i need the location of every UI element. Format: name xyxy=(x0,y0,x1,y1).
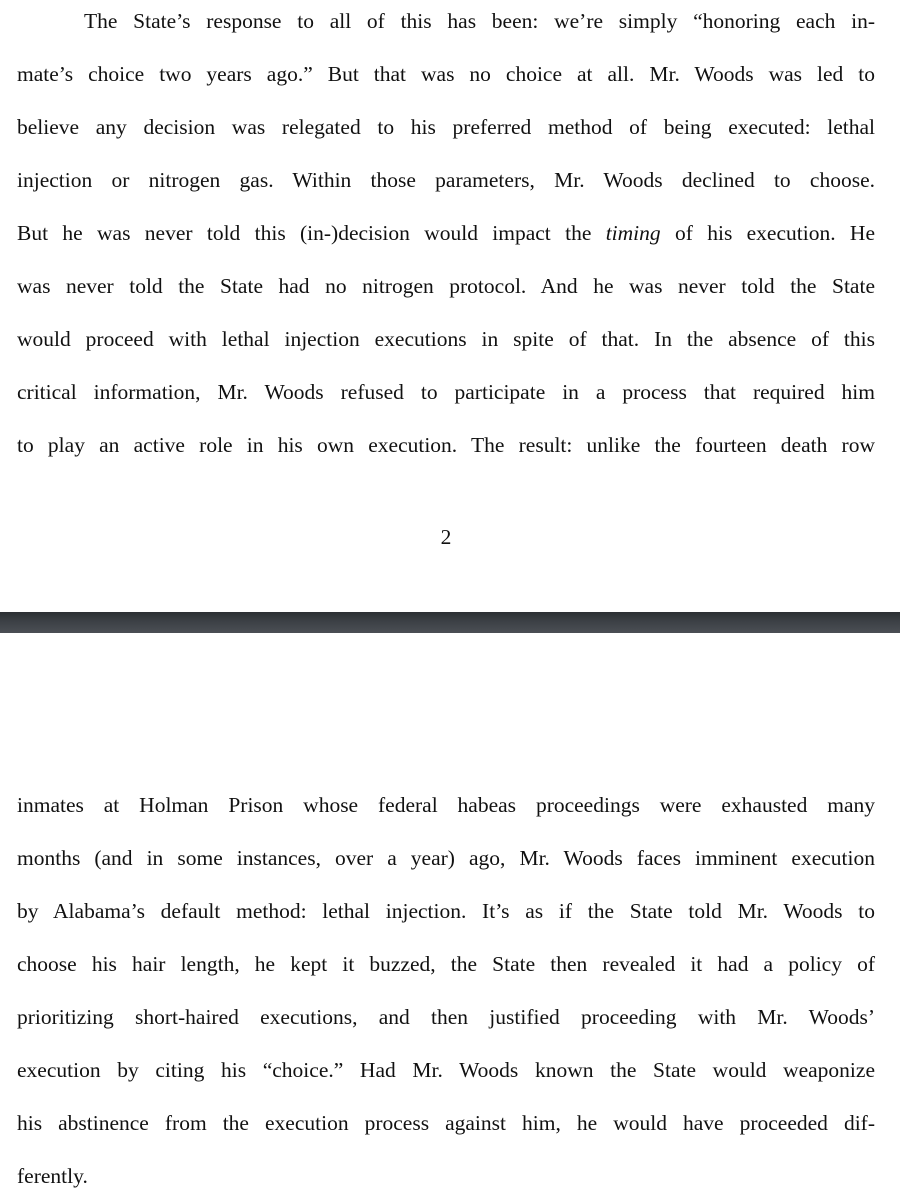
paragraph-line: choose his hair length, he kept it buzzed, the State then revealed it had a policy of xyxy=(17,952,875,976)
paragraph-line: months (and in some instances, over a year) ago, Mr. Woods faces imminent execution xyxy=(17,846,875,870)
paragraph-line xyxy=(17,218,875,248)
document-page-lower xyxy=(0,633,900,1200)
paragraph-line: injection or nitrogen gas. Within those parameters, Mr. Woods declined to choose. xyxy=(17,168,875,192)
emphasized-word: timing xyxy=(605,221,661,245)
paragraph-line: by Alabama’s default method: lethal injection. It’s as if the State told Mr. Woods to xyxy=(17,899,875,923)
paragraph-line: would proceed with lethal injection executions in spite of that. In the absence of this xyxy=(17,327,875,351)
paragraph-line: his abstinence from the execution process against him, he would have proceeded dif- xyxy=(17,1111,875,1135)
paragraph-line: inmates at Holman Prison whose federal habeas proceedings were exhausted many xyxy=(17,793,875,817)
paragraph-line: The State’s response to all of this has been: we’re simply “honoring each in- xyxy=(84,9,875,33)
page-number: 2 xyxy=(440,525,452,549)
page-divider xyxy=(0,612,900,633)
paragraph-line: critical information, Mr. Woods refused to participate in a process that required him xyxy=(17,380,875,404)
paragraph-text-segment: of his execution. He xyxy=(660,221,875,245)
paragraph-line: believe any decision was relegated to his preferred method of being executed: lethal xyxy=(17,115,875,139)
paragraph-line: execution by citing his “choice.” Had Mr. Woods known the State would weaponize xyxy=(17,1058,875,1082)
paragraph-text-segment: But he was never told this (in-)decision would impact the xyxy=(17,221,606,245)
paragraph-line: was never told the State had no nitrogen protocol. And he was never told the State xyxy=(17,274,875,298)
paragraph-line: prioritizing short-haired executions, and then justified proceeding with Mr. Woods’ xyxy=(17,1005,875,1029)
paragraph-line: ferently. xyxy=(17,1164,88,1188)
paragraph-line: mate’s choice two years ago.” But that was no choice at all. Mr. Woods was led to xyxy=(17,62,875,86)
paragraph-line: to play an active role in his own execution. The result: unlike the fourteen death row xyxy=(17,433,875,457)
